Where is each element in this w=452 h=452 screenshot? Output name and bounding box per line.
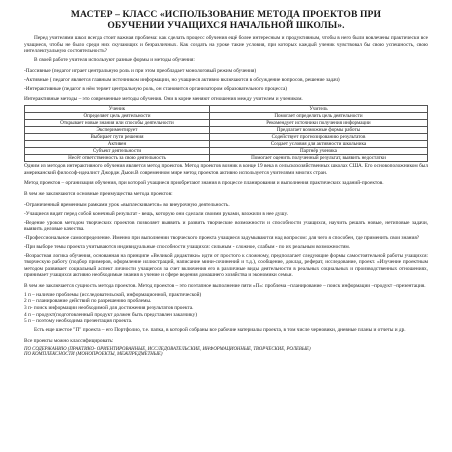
table-cell: Выбирает пути решения [25,134,210,141]
advantages-intro: В чем же заключаются основные преимущества метода проектов: [24,191,173,198]
table-cell: Помогает оценить полученный результат, выявить недостатки [209,155,427,162]
intro-paragraph: Перед учителями школ всегда стоит важная проблема: как сделать процесс обучения ещё более интересным и продуктивным, чтобы в него были вовлечены практически все учащиеся, чтобы не было среди них скучающих и безразличных. Как создать на уроке такие условия, при которых каждый ученик чувствовал бы свою успешность, свою интеллектуальную состоятельность? [24,35,428,55]
page-title [24,10,428,31]
advantage-item: -При выборе темы проекта учитываются индивидуальные способности учащихся: сильным - сложное, слабым - по их реальным возможностям. [24,243,351,250]
table-row [25,120,428,127]
classification-intro: Все проекты можно классифицировать: [24,337,114,344]
classification-by-content: ПО СОДЕРЖАНИЮ (ПРАКТИКО- ОРИЕНТИРОВАННЫЕ, ИССЛЕДОВАТЕЛЬСКИЕ, ИНФОРМАЦИОННЫЕ, ТВОРЧЕСКИЕ, РОЛЕВЫЕ) [24,346,311,352]
table-cell: Несёт ответственность за свою деятельность [25,155,210,162]
comparison-table [24,105,428,162]
advantage-item: -Учащиеся видят перед собой конечный результат - вещь, которую они сделали своими руками, вложили в нее душу. [24,210,288,217]
table-row [25,113,428,120]
title-line-1: МАСТЕР – КЛАСС «ИСПОЛЬЗОВАНИЕ МЕТОДА ПРОЕКТОВ ПРИ [70,9,382,20]
five-p-item: 3 п- поиск информации необходимой для достижения результатов проекта. [24,305,194,312]
definition-paragraph: Метод проектов – организация обучения, при которой учащиеся приобретают знания в процессе планирования и выполнения практических заданий-проектов. [24,180,384,187]
title-line-2: ОБУЧЕНИИ УЧАЩИХСЯ НАЧАЛЬНОЙ ШКОЛЫ». [107,19,345,31]
five-p-item: 5 п – поэтому необходима презентация проекта. [24,318,133,325]
method-active: -Активные ( педагог является главным источником информации, но учащиеся активно включаются в обсуждение вопросов, решение задач) [24,76,340,83]
classification-by-complexity: ПО КОМПЛЕКСНОСТИ (МОНОПРОЕКТЫ, МЕЖПРЕДМЕТНЫЕ) [24,352,163,358]
table-cell: Предлагает возможные формы работы [209,127,427,134]
advantage-item: -Ведение уроков методом творческих проектов позволяет выявить и развить творческие возможности и способности учащихся, научить решать новые, нетиповые задачи, выявить деловые качества. [24,219,428,233]
table-cell: Экспериментирует [25,127,210,134]
five-p-item: 2 п – планирование действий по разрешению проблемы. [24,298,152,305]
table-header-row [25,106,428,113]
five-p-item: 4 п – продукт(подготовленный продукт должен быть представлен заказчику) [24,311,197,318]
table-cell: Определяет цель деятельности [25,113,210,120]
table-cell: Открывает новые знания или способы деятельности [25,120,210,127]
table-cell: Партнёр ученика [209,148,427,155]
advantage-item: -Ограниченный временным рамками урок «выплескивается» во внеурочную деятельность. [24,202,230,208]
method-interactive: -Интерактивные (педагог в нём теряет центральную роль, он становится организатором образовательного процесса) [24,85,288,92]
table-row [25,127,428,134]
method-passive: -Пассивные (педагог играет центральную роль и при этом преобладает монологовый режим обучения) [24,67,257,74]
table-cell: Содействует прогнозированию результатов [209,134,427,141]
advantage-item: -Профессиональное самоопределение. Именно при выполнении творческого проекта учащиеся задумываются над вопросом: для чего я способен, где применить свои знания? [24,234,420,241]
table-header-student: Ученик [25,106,210,113]
table-row [25,155,428,162]
table-cell: Активен [25,141,210,148]
sixth-p-paragraph: Есть еще шестое "П" проекта – его Портфолио, т.е. папка, в которой собраны все рабочие материалы проекта, в том числе черновики, дневные планы и отчеты и др. [34,327,406,333]
table-cell: Создает условия для активности школьника [209,141,427,148]
table-row [25,141,428,148]
five-p-item: 1 п – наличие проблемы (исследовательской, информационной, практической) [24,291,202,298]
methods-intro: В своей работе учителя используют разные формы и методы обучения: [34,57,195,64]
advantage-item: -Возрастная логика обучения, основанная на принципе «Великой дидактики» идти от простого к сложному, предполагает следующие формы самостоятельной работы учащихся: творческую работу (подбор примеров, оформление иллюстраций, написание мини-сочинений и т.д.), сообщение, доклад, реферат, исследование, проект. «Изучение проектным методом развивает социальный аспект личности учащегося за счет включения его в различные виды деятельности в реальных социальных и производственных отношениях, принимает учащихся активно необходимые знания в учение и сфере ведения домашнего хозяйства и экономики семьи. [24,252,428,279]
five-p-intro: В чем же заключается сущность метода проектов. Метод проектов – это поэтапное выполнение пяти «П»: проблема –планирование – поиск информации –продукт –презентация. [24,283,426,290]
table-row [25,148,428,155]
table-header-teacher: Учитель [209,106,427,113]
table-cell: Рекомендует источники получения информации [209,120,427,127]
table-cell: Помогает определить цель деятельности [209,113,427,120]
interactive-note: Интерактивные методы – это современные методы обучения. Они в корне меняют отношения между учителем и учеником. [24,96,303,103]
history-paragraph: Одним из методов интерактивного обучения является метод проектов. Метод проектов возник в конце 19 века в сельскохозяйственных школах США. Его основоположником был американский философ-идеалист Джордж Дьюи.В современном мире метод проектов активно используется учителями многих стран. [24,163,428,176]
classification-list [24,347,428,358]
table-cell: Субъект деятельности [25,148,210,155]
table-row [25,134,428,141]
